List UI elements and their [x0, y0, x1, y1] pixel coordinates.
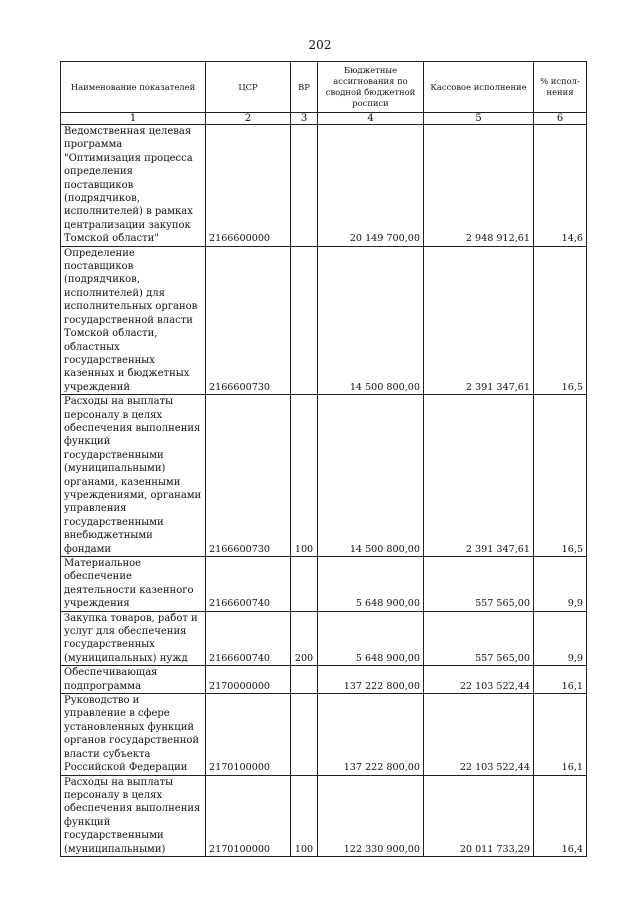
table-header-row: [61, 62, 587, 113]
row-name: Обеспечивающая подпрограмма: [61, 666, 206, 694]
row-name: Закупка товаров, работ и услуг для обеспечения государственных (муниципальных) нужд: [61, 611, 206, 666]
row-name: Руководство и управление в сфере установленных функций органов государственной власти субъекта Российской Федерации: [61, 694, 206, 775]
header-cash-execution: Кассовое исполнение: [424, 62, 534, 113]
row-budget: 20 149 700,00: [318, 125, 424, 247]
row-name: Определение поставщиков (подрядчиков, исполнителей) для исполнительных органов государственной власти Томской области, областных государственных казенных и бюджетных учреждений: [61, 246, 206, 394]
row-percent: 9,9: [534, 557, 587, 612]
header-indicator-name: Наименование показателей: [61, 62, 206, 113]
column-number: 2: [206, 113, 291, 125]
row-name: Расходы на выплаты персоналу в целях обеспечения выполнения функций государственными (муниципальными) органами, казенными учреждениями, органами управления государственными внебюджетными фондами: [61, 395, 206, 557]
row-execution: 20 011 733,29: [424, 775, 534, 856]
row-csr: 2166600730: [206, 395, 291, 557]
budget-execution-table: [60, 61, 587, 857]
row-budget: 5 648 900,00: [318, 557, 424, 612]
header-execution-percent: % испол-нения: [534, 62, 587, 113]
row-vr: [291, 666, 318, 694]
row-budget: 137 222 800,00: [318, 666, 424, 694]
row-percent: 9,9: [534, 611, 587, 666]
row-execution: 2 391 347,61: [424, 246, 534, 394]
row-csr: 2166600740: [206, 611, 291, 666]
row-vr: [291, 125, 318, 247]
row-budget: 5 648 900,00: [318, 611, 424, 666]
table-row: [61, 666, 587, 694]
table-row: [61, 694, 587, 775]
row-percent: 16,5: [534, 246, 587, 394]
row-csr: 2166600740: [206, 557, 291, 612]
table-row: [61, 775, 587, 856]
row-percent: 16,1: [534, 694, 587, 775]
column-number: 6: [534, 113, 587, 125]
row-percent: 16,1: [534, 666, 587, 694]
row-vr: [291, 557, 318, 612]
row-csr: 2170100000: [206, 775, 291, 856]
row-csr: 2170000000: [206, 666, 291, 694]
column-number: 3: [291, 113, 318, 125]
row-vr: 100: [291, 775, 318, 856]
row-vr: [291, 694, 318, 775]
row-vr: [291, 246, 318, 394]
row-execution: 557 565,00: [424, 557, 534, 612]
row-name: Расходы на выплаты персоналу в целях обеспечения выполнения функций государственными (муниципальными): [61, 775, 206, 856]
header-vr: ВР: [291, 62, 318, 113]
header-budget-allocations: Бюджетные ассигнования по сводной бюджетной росписи: [318, 62, 424, 113]
row-csr: 2170100000: [206, 694, 291, 775]
row-budget: 122 330 900,00: [318, 775, 424, 856]
column-number: 5: [424, 113, 534, 125]
row-execution: 2 948 912,61: [424, 125, 534, 247]
row-execution: 22 103 522,44: [424, 694, 534, 775]
table-row: [61, 557, 587, 612]
row-budget: 14 500 800,00: [318, 395, 424, 557]
row-execution: 2 391 347,61: [424, 395, 534, 557]
row-execution: 557 565,00: [424, 611, 534, 666]
row-budget: 137 222 800,00: [318, 694, 424, 775]
table-row: [61, 125, 587, 247]
page-number: 202: [308, 38, 332, 52]
row-percent: 16,4: [534, 775, 587, 856]
row-vr: 200: [291, 611, 318, 666]
row-csr: 2166600000: [206, 125, 291, 247]
column-number: 1: [61, 113, 206, 125]
table-row: [61, 395, 587, 557]
column-number: 4: [318, 113, 424, 125]
row-csr: 2166600730: [206, 246, 291, 394]
row-budget: 14 500 800,00: [318, 246, 424, 394]
column-number-row: [61, 113, 587, 125]
row-percent: 14,6: [534, 125, 587, 247]
row-vr: 100: [291, 395, 318, 557]
row-name: Ведомственная целевая программа "Оптимизация процесса определения поставщиков (подрядчиков, исполнителей) в рамках централизации закупок Томской области": [61, 125, 206, 247]
row-name: Материальное обеспечение деятельности казенного учреждения: [61, 557, 206, 612]
table-row: [61, 611, 587, 666]
table-row: [61, 246, 587, 394]
header-csr: ЦСР: [206, 62, 291, 113]
row-execution: 22 103 522,44: [424, 666, 534, 694]
row-percent: 16,5: [534, 395, 587, 557]
